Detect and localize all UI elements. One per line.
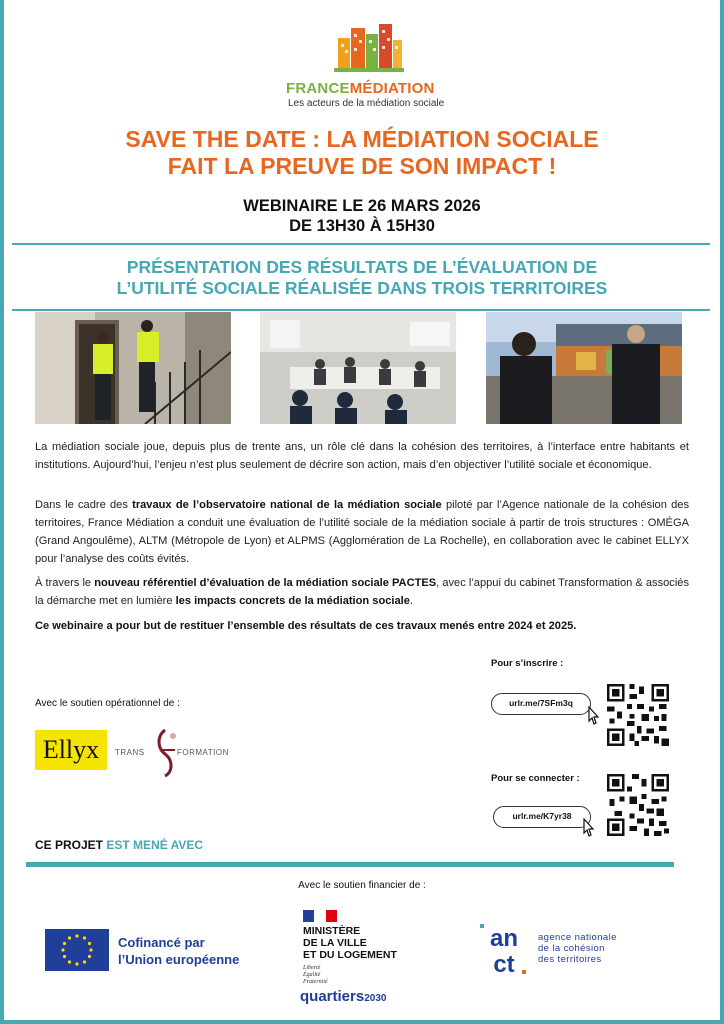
project-heading (35, 838, 203, 852)
ministry-line-1: MINISTÈRE (303, 925, 361, 937)
ministry-name (303, 925, 397, 961)
quartiers-year: 2030 (364, 993, 387, 1004)
register-qr-code[interactable] (607, 684, 669, 746)
p3-impacts: les impacts concrets de la médiation sociale (175, 595, 410, 607)
anct-line-2: de la cohésion (538, 943, 605, 954)
anct-line-3: des territoires (538, 954, 602, 965)
register-link[interactable]: urlr.me/7SFm3q (491, 693, 591, 715)
title-line-1: SAVE THE DATE : LA MÉDIATION SOCIALE (125, 126, 599, 152)
connect-link[interactable]: urlr.me/K7yr38 (493, 806, 591, 828)
quartiers-text: quartiers (300, 988, 365, 1005)
brand-part-mediation: MÉDIATION (349, 80, 435, 97)
motto-fraternite: Fraternité (303, 979, 328, 985)
subtitle-text (0, 257, 724, 299)
p3-text-a: À travers le (35, 577, 95, 589)
connect-qr-code[interactable] (607, 774, 669, 836)
republic-motto (303, 965, 328, 986)
body-paragraph-4: Ce webinaire a pour but de restituer l’ensemble des résultats de ces travaux menés entre 2024 et 2025. (35, 620, 577, 632)
eu-line-2: l’Union européenne (118, 952, 240, 967)
svg-text:ct: ct (493, 951, 515, 978)
ministry-line-2: DE LA VILLE (303, 937, 367, 949)
photo-staircase-mediators (35, 312, 231, 424)
buildings-icon (334, 20, 404, 72)
ellyx-logo: Ellyx (35, 730, 107, 770)
operational-support-label: Avec le soutien opérationnel de : (35, 698, 180, 709)
webinar-date (0, 196, 724, 236)
title-line-2: FAIT LA PREUVE DE SON IMPACT ! (167, 153, 557, 179)
france-mediation-logo (286, 20, 456, 112)
transfo-right-text: FORMATION (177, 748, 229, 757)
transformation-logo (115, 728, 235, 778)
marianne-flag-icon (303, 910, 337, 922)
p2-observatoire: travaux de l’observatoire national de la médiation sociale (132, 499, 442, 511)
section-divider (26, 862, 674, 867)
p3-text-e: . (409, 595, 413, 607)
anct-name (538, 932, 617, 965)
p2-text-a: Dans le cadre des (35, 499, 133, 511)
eu-cofinanced-text (118, 934, 239, 968)
project-heading-part2: EST MENÉ AVEC (106, 838, 204, 852)
subtitle-line-1: PRÉSENTATION DES RÉSULTATS DE L’ÉVALUATION DE (126, 257, 598, 277)
anct-line-1: agence nationale (538, 932, 617, 943)
ministry-line-3: ET DU LOGEMENT (303, 949, 397, 961)
register-label: Pour s’inscrire : (491, 658, 564, 669)
svg-text:an: an (489, 925, 519, 952)
page-title (0, 126, 724, 180)
eu-line-1: Cofinancé par (118, 935, 205, 950)
motto-liberte: Liberté (303, 965, 321, 971)
p2-text-c: piloté par l’Agence nationale de la cohésion des territoires, France Médiation a conduit une évaluation de l’utilité sociale de la médiation sociale à partir de trois structures : OMÉGA (Grand Angoulême), ALTM (Métropole de Lyon) et ALPMS (Agglomération de La Rochelle), en collaboration avec le cabinet ELLYX pour l’analyse des coûts évités. (35, 499, 690, 565)
photo-market-mediators (486, 312, 682, 424)
webinar-line-1: WEBINAIRE LE 26 MARS 2026 (243, 197, 481, 215)
body-paragraph-2 (35, 496, 689, 568)
subtitle-line-2: L’UTILITÉ SOCIALE RÉALISÉE DANS TROIS TERRITOIRES (116, 278, 608, 298)
transfo-left-text: TRANS (115, 748, 145, 757)
brand-name (286, 80, 435, 97)
connect-label: Pour se connecter : (491, 773, 580, 784)
p3-text-c: , avec l’appui du cabinet Transformation & associés la démarche met en lumière (35, 577, 690, 607)
pointer-cursor-icon (586, 706, 602, 726)
financial-support-label: Avec le soutien financier de : (298, 880, 426, 891)
body-paragraph-1: La médiation sociale joue, depuis plus de trente ans, un rôle clé dans la cohésion des territoires, à l’interface entre habitants et institutions. Aujourd’hui, l’enjeu n’est plus seulement de décrire son action, mais d’en objectiver l’utilité sociale et économique. (35, 441, 689, 471)
brand-part-france: FRANCE (286, 80, 350, 97)
quartiers-2030-logo (300, 988, 386, 1005)
anct-logo-icon (478, 922, 530, 978)
brand-tagline: Les acteurs de la médiation sociale (288, 98, 445, 109)
photo-meeting-room (260, 312, 456, 424)
pointer-cursor-icon (581, 818, 597, 838)
body-paragraph-3 (35, 574, 689, 610)
p3-referentiel: nouveau référentiel d’évaluation de la médiation sociale PACTES (94, 577, 437, 589)
motto-egalite: Égalité (303, 972, 321, 978)
webinar-line-2: DE 13H30 À 15H30 (289, 217, 435, 235)
eu-flag-icon (45, 929, 109, 971)
project-heading-part1: CE PROJET (35, 838, 107, 852)
